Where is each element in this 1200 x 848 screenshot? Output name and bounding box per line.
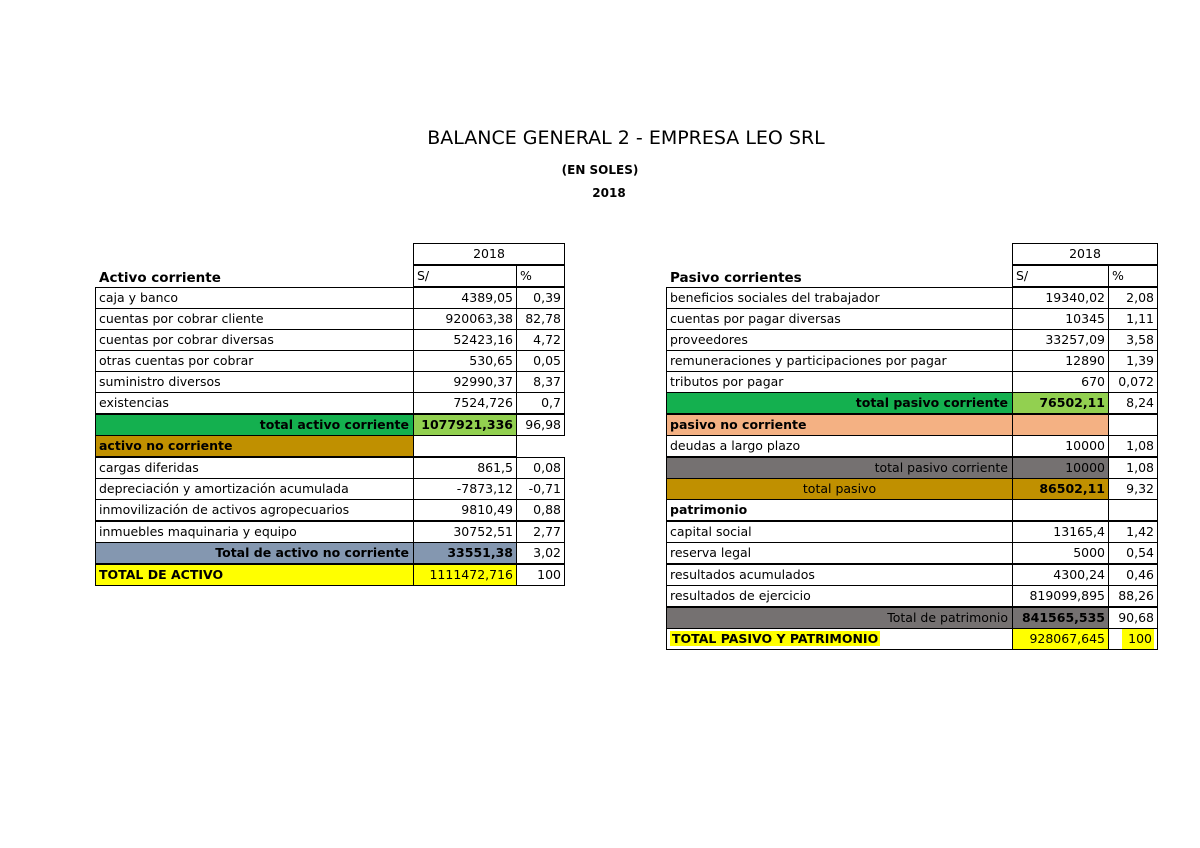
- row-percent: -0,71: [516, 478, 565, 500]
- page-year: 2018: [592, 186, 626, 200]
- row-value: 10000: [1012, 435, 1109, 457]
- subtotal-row: [667, 393, 1158, 414]
- row-label: caja y banco: [95, 287, 414, 309]
- table-row: [667, 330, 1158, 351]
- row-value: [1012, 499, 1109, 521]
- row-label: inmovilización de activos agropecuarios: [95, 499, 414, 521]
- row-percent: 1,42: [1108, 521, 1158, 543]
- row-label: TOTAL PASIVO Y PATRIMONIO: [672, 631, 879, 646]
- row-label: total pasivo corriente: [666, 457, 1013, 479]
- row-percent: 0,7: [516, 392, 565, 414]
- row-label: beneficios sociales del trabajador: [666, 287, 1013, 309]
- row-label: patrimonio: [666, 499, 1013, 521]
- total-percent-cell: [1108, 628, 1158, 650]
- row-percent: 2,77: [516, 521, 565, 543]
- table-row: [96, 458, 565, 479]
- row-percent: 0,05: [516, 350, 565, 372]
- row-percent: 1,11: [1108, 308, 1158, 330]
- subtotal-row: [667, 479, 1158, 500]
- total-label-cell: [666, 628, 1013, 650]
- row-percent: 2,08: [1108, 287, 1158, 309]
- row-label: cargas diferidas: [95, 457, 414, 479]
- row-label: inmuebles maquinaria y equipo: [95, 521, 414, 543]
- section-title: Activo corriente: [99, 270, 221, 286]
- row-label: capital social: [666, 521, 1013, 543]
- table-row: [667, 586, 1158, 607]
- row-value: 92990,37: [413, 371, 517, 393]
- table-row: [96, 479, 565, 500]
- table-row: [667, 372, 1158, 393]
- row-value: 30752,51: [413, 521, 517, 543]
- row-label: cuentas por cobrar diversas: [95, 329, 414, 351]
- subtotal-row: [667, 458, 1158, 479]
- total-row: [96, 565, 565, 586]
- row-value: 1077921,336: [413, 414, 517, 436]
- row-value: 19340,02: [1012, 287, 1109, 309]
- row-value: 530,65: [413, 350, 517, 372]
- row-percent: 82,78: [516, 308, 565, 330]
- row-value: 819099,895: [1012, 585, 1109, 607]
- row-percent: 3,02: [516, 542, 565, 564]
- row-value: 86502,11: [1012, 478, 1109, 500]
- row-value: 7524,726: [413, 392, 517, 414]
- row-value: 33551,38: [413, 542, 517, 564]
- row-percent: 0,46: [1108, 564, 1158, 586]
- row-label: proveedores: [666, 329, 1013, 351]
- row-value: 1111472,716: [413, 564, 517, 586]
- row-label: deudas a largo plazo: [666, 435, 1013, 457]
- row-percent: 96,98: [516, 414, 565, 436]
- row-label: Total de patrimonio: [666, 607, 1013, 629]
- row-percent: [1108, 414, 1158, 436]
- row-value: 4300,24: [1012, 564, 1109, 586]
- row-percent: 3,58: [1108, 329, 1158, 351]
- table-row: [96, 288, 565, 309]
- row-value: 52423,16: [413, 329, 517, 351]
- row-value: 861,5: [413, 457, 517, 479]
- page-subtitle: (EN SOLES): [561, 163, 639, 177]
- row-label: resultados acumulados: [666, 564, 1013, 586]
- row-percent: 0,072: [1108, 371, 1158, 393]
- table-row: [667, 288, 1158, 309]
- row-value: [413, 435, 517, 457]
- row-label: activo no corriente: [95, 435, 414, 457]
- row-percent: 1,08: [1108, 435, 1158, 457]
- table-row: [96, 372, 565, 393]
- row-label: total pasivo corriente: [666, 392, 1013, 414]
- row-label: cuentas por cobrar cliente: [95, 308, 414, 330]
- row-percent: [1108, 499, 1158, 521]
- row-label: reserva legal: [666, 542, 1013, 564]
- row-percent: 8,37: [516, 371, 565, 393]
- row-value: 76502,11: [1012, 392, 1109, 414]
- row-value: 13165,4: [1012, 521, 1109, 543]
- currency-column-header: S/: [1012, 265, 1109, 287]
- subtotal-row: [96, 543, 565, 564]
- row-value: 12890: [1012, 350, 1109, 372]
- row-value: [1012, 414, 1109, 436]
- percent-column-header: %: [1108, 265, 1158, 287]
- section-title: Pasivo corrientes: [670, 270, 802, 286]
- table-row: [96, 351, 565, 372]
- row-value: 841565,535: [1012, 607, 1109, 629]
- row-percent: 1,08: [1108, 457, 1158, 479]
- row-value: 10345: [1012, 308, 1109, 330]
- pasivo-table: [667, 244, 1159, 654]
- row-label: depreciación y amortización acumulada: [95, 478, 414, 500]
- table-row: [96, 309, 565, 330]
- row-label: tributos por pagar: [666, 371, 1013, 393]
- page-title: BALANCE GENERAL 2 - EMPRESA LEO SRL: [427, 127, 825, 149]
- row-value: 33257,09: [1012, 329, 1109, 351]
- row-label: total activo corriente: [95, 414, 414, 436]
- section-row: [667, 415, 1158, 436]
- row-value: 9810,49: [413, 499, 517, 521]
- subtotal-row: [667, 608, 1158, 629]
- row-label: otras cuentas por cobrar: [95, 350, 414, 372]
- table-row: [667, 436, 1158, 457]
- row-value: 928067,645: [1012, 628, 1109, 650]
- table-row: [96, 500, 565, 521]
- row-percent: 0,88: [516, 499, 565, 521]
- row-percent: 4,72: [516, 329, 565, 351]
- table-row: [667, 351, 1158, 372]
- row-label: total pasivo: [666, 478, 1013, 500]
- row-percent: [517, 436, 566, 457]
- row-label: remuneraciones y participaciones por pagar: [666, 350, 1013, 372]
- table-row: [96, 522, 565, 543]
- row-label: existencias: [95, 392, 414, 414]
- row-percent: 90,68: [1108, 607, 1158, 629]
- row-percent: 8,24: [1108, 392, 1158, 414]
- row-percent: 0,54: [1108, 542, 1158, 564]
- row-percent: 9,32: [1108, 478, 1158, 500]
- row-label: suministro diversos: [95, 371, 414, 393]
- row-percent: 0,39: [516, 287, 565, 309]
- row-percent: 100: [516, 564, 565, 586]
- currency-column-header: S/: [413, 265, 517, 287]
- row-value: -7873,12: [413, 478, 517, 500]
- row-value: 920063,38: [413, 308, 517, 330]
- table-row: [96, 330, 565, 351]
- row-label: Total de activo no corriente: [95, 542, 414, 564]
- row-label: TOTAL DE ACTIVO: [95, 564, 414, 586]
- row-value: 10000: [1012, 457, 1109, 479]
- row-label: resultados de ejercicio: [666, 585, 1013, 607]
- section-row: [96, 436, 566, 457]
- table-row: [667, 309, 1158, 330]
- activo-table: [96, 244, 566, 594]
- table-row: [667, 543, 1158, 564]
- row-value: 670: [1012, 371, 1109, 393]
- row-value: 5000: [1012, 542, 1109, 564]
- row-label: pasivo no corriente: [666, 414, 1013, 436]
- row-percent: 0,08: [516, 457, 565, 479]
- percent-column-header: %: [516, 265, 565, 287]
- table-row: [667, 565, 1158, 586]
- row-percent: 100: [1122, 629, 1154, 649]
- section-row: [667, 500, 1158, 521]
- row-percent: 1,39: [1108, 350, 1158, 372]
- row-percent: 88,26: [1108, 585, 1158, 607]
- year-header: 2018: [413, 243, 565, 265]
- total-row: [667, 629, 1158, 650]
- subtotal-row: [96, 415, 565, 436]
- table-row: [96, 393, 565, 414]
- row-label: cuentas por pagar diversas: [666, 308, 1013, 330]
- year-header: 2018: [1012, 243, 1158, 265]
- table-row: [667, 522, 1158, 543]
- row-value: 4389,05: [413, 287, 517, 309]
